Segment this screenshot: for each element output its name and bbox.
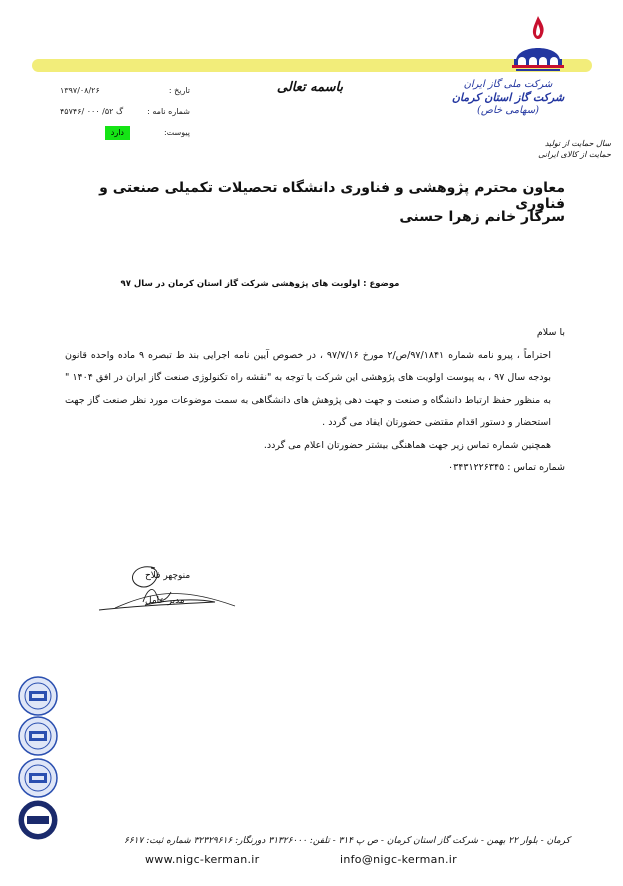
signatory-name: منوچهر فلاح — [145, 571, 191, 581]
year-motto-line2: حمایت از کالای ایرانی — [538, 150, 611, 159]
recipient-name: سرکار خانم زهرا حسنی — [399, 209, 565, 225]
letter-number-label: شماره نامه : — [147, 107, 190, 116]
body-paragraph-1: احتراماً ، پیرو نامه شماره ۹۷/۱۸۴۱/ص/۲ مورخ ۹۷/۷/۱۶ ، در خصوص آیین نامه اجرایی بند ط تبصره ۹ ماده واحده قانون بودجه سال ۹۷ ، به پیوست اولویت های پژوهشی این شرکت با توجه به "نقشه راه تکنولوژی صنعت گاز ایران در افق ۱۴۰۴ " به منظور حفظ ارتباط دانشگاه و صنعت و جهت دهی پژوهش های دانشگاهی به سمت موضوعات مورد نظر صنعت گاز جهت استحضار و دستور اقدام مقتضی حضورتان ایفاد می گردد . — [65, 349, 552, 428]
company-name-line2: شرکت گاز استان کرمان — [451, 91, 565, 104]
header-fields — [60, 80, 190, 143]
nigc-logo-icon — [508, 14, 568, 76]
signature-scribble — [95, 560, 255, 620]
letter-body — [65, 322, 565, 480]
footer-address: کرمان - بلوار ۲۲ بهمن - شرکت گاز استان کرمان - ص پ ۳۱۴ - تلفن: ۳۱۳۲۶۰۰۰ دورنگار: ۳۲۳۲۹۶۱۶ شماره ثبت: ۶۶۱۷ — [123, 836, 570, 846]
company-name-line1: شرکت ملی گاز ایران — [463, 79, 553, 90]
date-label: تاریخ : — [168, 86, 190, 95]
footer-email-link[interactable]: info@nigc-kerman.ir — [340, 853, 457, 866]
iso-cert-badge-icon — [18, 758, 58, 798]
year-motto — [501, 138, 611, 160]
iqnet-certified-badge-icon — [18, 800, 58, 840]
signatory-title: مدیر عامل — [145, 596, 185, 606]
iso-cert-badge-icon — [18, 716, 58, 756]
letter-subject: موضوع : اولویت های پژوهشی شرکت گاز استان کرمان در سال ۹۷ — [120, 279, 400, 289]
contact-number: شماره تماس : ۰۳۴۳۱۲۲۶۳۴۵ — [448, 462, 565, 473]
greeting: با سلام — [536, 327, 565, 338]
basmala: باسمه تعالی — [276, 80, 344, 95]
year-motto-line1: سال حمایت از تولید — [544, 139, 611, 148]
iso-cert-badge-icon — [18, 676, 58, 716]
date-row — [60, 80, 190, 101]
letter-number-value: گ ۵۲/ ۰۰۰ /۴۵۷۴۶ — [60, 107, 124, 116]
footer-website-link[interactable]: www.nigc-kerman.ir — [145, 853, 260, 866]
company-name-line3: (سهامی خاص) — [476, 105, 540, 116]
recipient-title: معاون محترم پژوهشی و فناوری دانشگاه تحصیلات تکمیلی صنعتی و فناوری — [99, 180, 565, 212]
attachment-label: پیوست: — [163, 128, 190, 137]
company-name-block — [443, 78, 573, 117]
attachment-row — [60, 122, 190, 143]
letter-number-row — [60, 101, 190, 122]
attachment-badge: دارد — [105, 126, 130, 140]
body-paragraph-2: همچنین شماره تماس زیر جهت هماهنگی بیشتر حضورتان اعلام می گردد. — [263, 439, 551, 451]
date-value: ۱۳۹۷/۰۸/۲۶ — [60, 86, 100, 95]
